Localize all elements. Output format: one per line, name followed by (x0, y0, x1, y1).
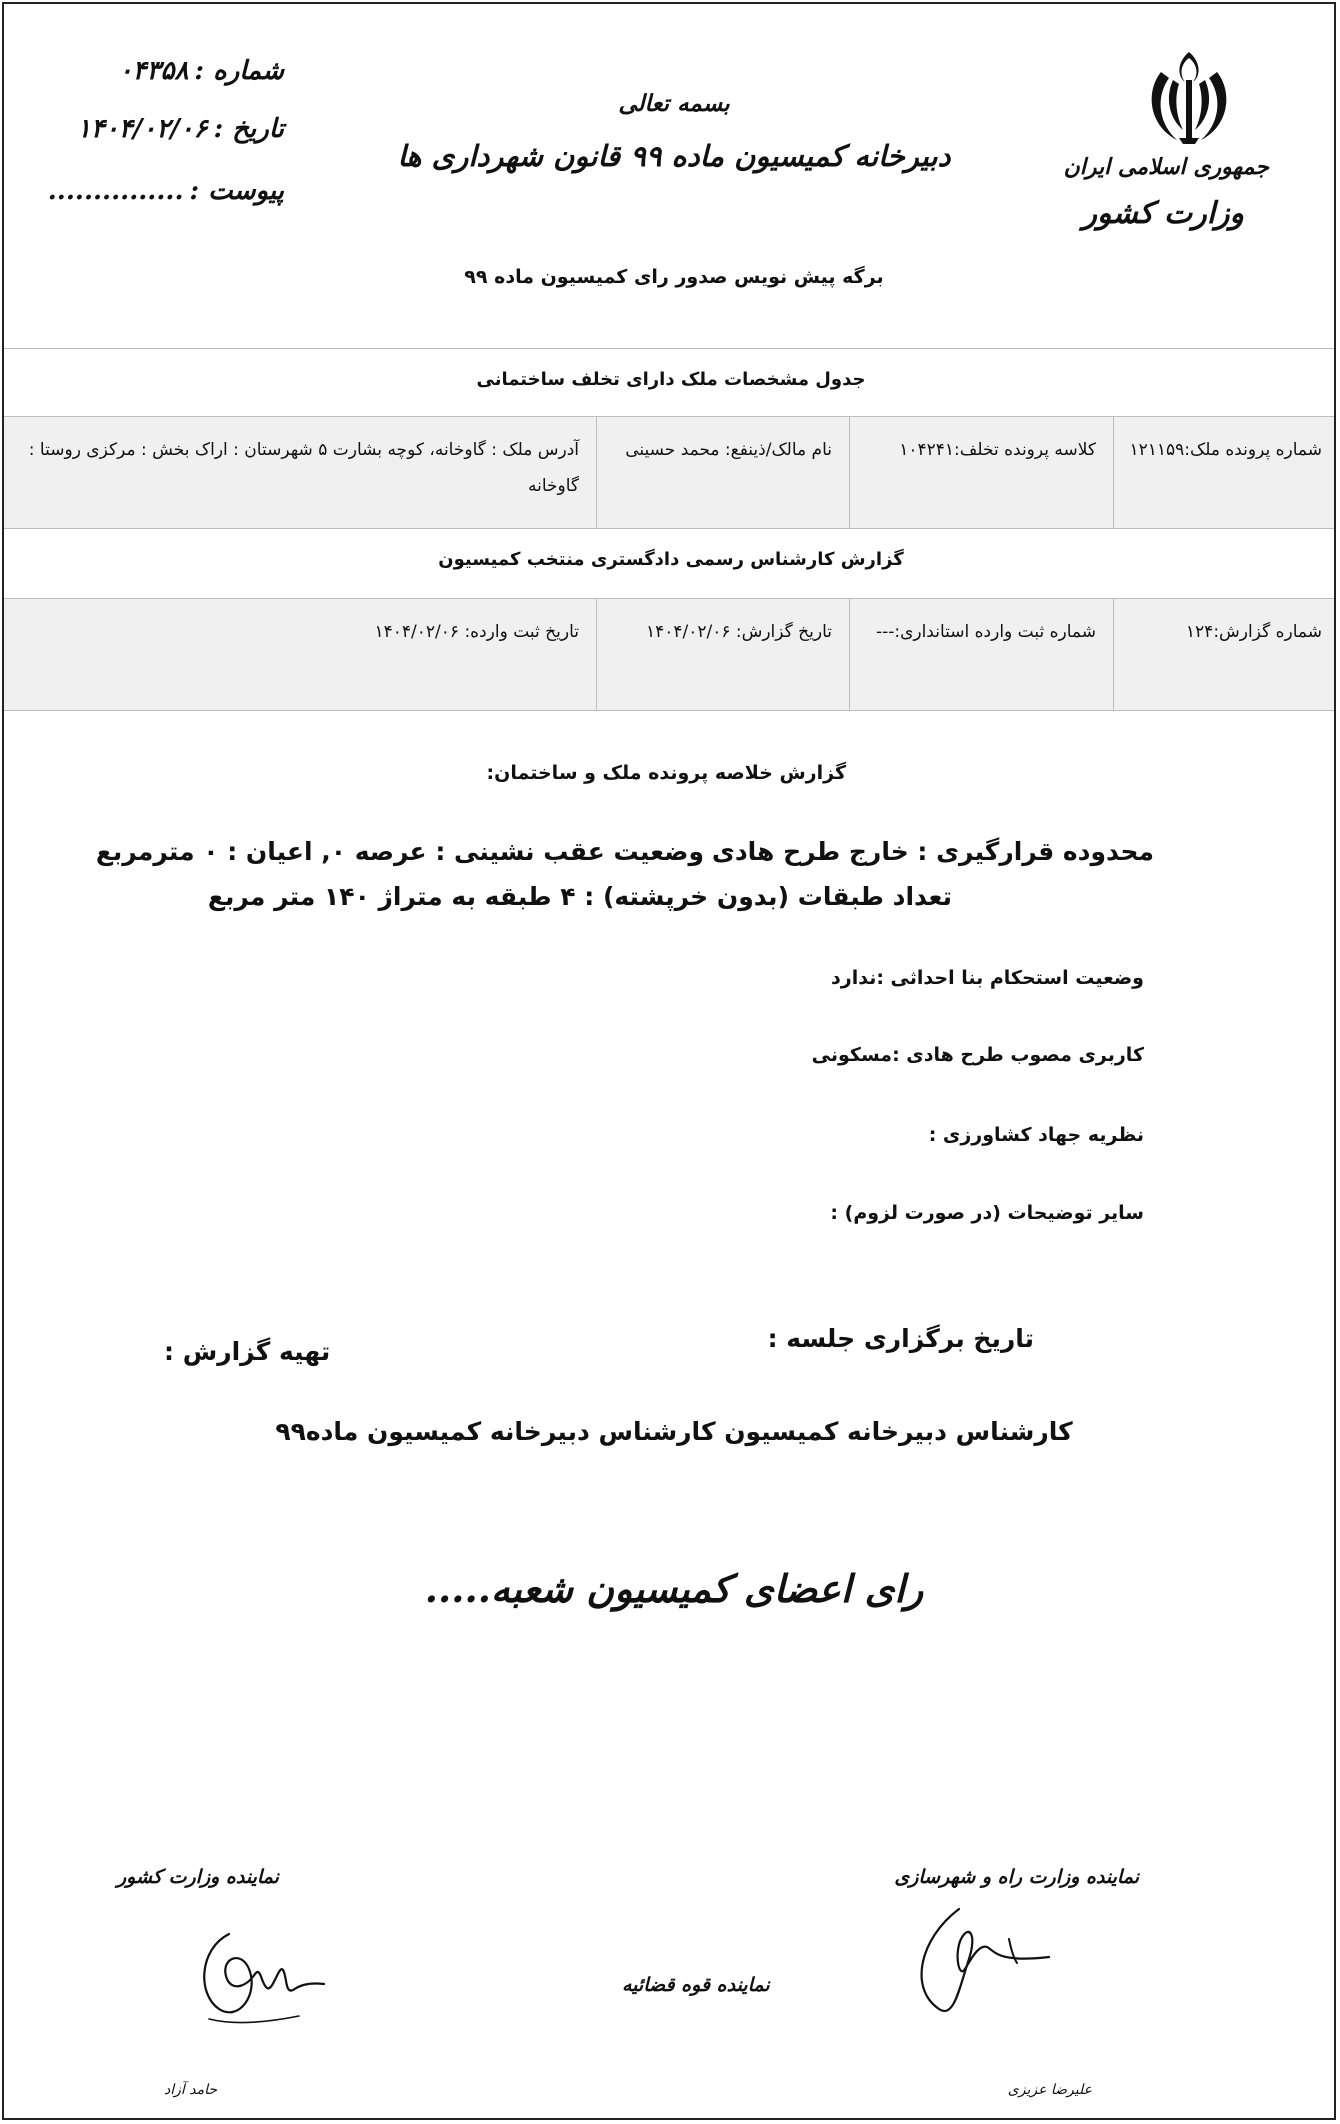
property-table-title: جدول مشخصات ملک دارای تخلف ساختمانی (476, 369, 866, 390)
signature-road-ministry (899, 1899, 1099, 2029)
signer-name-right: علیرضا عزیزی (1007, 2082, 1092, 2098)
prepared-by-label: تهیه گزارش : (164, 1337, 331, 1366)
letter-attachment-label: پیوست : (189, 176, 284, 206)
summary-location: محدوده قرارگیری : خارج طرح هادی (711, 837, 1154, 866)
session-date-label: تاریخ برگزاری جلسه : (767, 1324, 1034, 1353)
letter-number-label: شماره : (194, 56, 284, 86)
letter-date-value: ۱۴۰۴/۰۲/۰۶ (76, 114, 208, 144)
letter-attachment (44, 176, 284, 206)
expert-governorate-entry: شماره ثبت وارده استانداری:--- (875, 622, 1096, 642)
summary-usage: کاربری مصوب طرح هادی :مسکونی (811, 1044, 1144, 1066)
secretariat-experts: کارشناس دبیرخانه کمیسیون کارشناس دبیرخانه کمیسیون ماده۹۹ (275, 1417, 1073, 1446)
property-violation-class: کلاسه پرونده تخلف:۱۰۴۲۴۱ (899, 440, 1096, 460)
property-owner: نام مالک/ذینفع: محمد حسینی (625, 440, 832, 460)
summary-strength: وضعیت استحکام بنا احداثی :ندارد (831, 967, 1144, 989)
basmala: بسمه تعالی (618, 90, 730, 117)
letter-attachment-value: ............... (47, 176, 184, 206)
summary-agriculture: نظریه جهاد کشاورزی : (928, 1124, 1144, 1146)
commission-vote: رای اعضای کمیسیون شعبه..... (424, 1566, 924, 1611)
letter-number (44, 56, 284, 86)
country-name: جمهوری اسلامی ایران (1063, 154, 1269, 180)
letter-date (44, 114, 284, 144)
summary-label: گزارش خلاصه پرونده ملک و ساختمان: (486, 762, 846, 784)
table-divider (4, 348, 1334, 349)
document-page (2, 2, 1336, 2120)
signature-interior-ministry (189, 1924, 334, 2034)
summary-setback: وضعیت عقب نشینی : عرصه ۰, اعیان : ۰ مترمربع (95, 837, 704, 866)
property-address: آدرس ملک : گاوخانه، کوچه بشارت ۵ شهرستان : اراک بخش : مرکزی روستا : گاوخانه (28, 440, 579, 496)
judiciary-representative: نماینده قوه قضائیه (622, 1974, 770, 1996)
expert-table-title: گزارش کارشناس رسمی دادگستری منتخب کمیسیون (438, 549, 904, 570)
road-ministry-representative: نماینده وزارت راه و شهرسازی (894, 1866, 1139, 1888)
expert-report-number: شماره گزارش:۱۲۴ (1185, 622, 1322, 642)
expert-entry-date: تاریخ ثبت وارده: ۱۴۰۴/۰۲/۰۶ (374, 622, 579, 642)
letter-date-label: تاریخ : (213, 114, 284, 144)
signer-name-left: حامد آزاد (164, 2082, 217, 2098)
form-title: برگه پیش نویس صدور رای کمیسیون ماده ۹۹ (464, 266, 884, 288)
table-divider (4, 710, 1334, 711)
property-file-number: شماره پرونده ملک:۱۲۱۱۵۹ (1129, 440, 1322, 460)
summary-floors: تعداد طبقات (بدون خرپشته) : ۴ طبقه به متراژ ۱۴۰ متر مربع (207, 882, 952, 911)
ministry-name: وزارت کشور (1082, 196, 1244, 231)
table-divider (4, 528, 1334, 529)
interior-ministry-representative: نماینده وزارت کشور (117, 1866, 279, 1888)
summary-other: سایر توضیحات (در صورت لزوم) : (830, 1202, 1144, 1224)
letter-number-value: ۰۴۳۵۸ (118, 56, 189, 86)
expert-report-date: تاریخ گزارش: ۱۴۰۴/۰۲/۰۶ (645, 622, 832, 642)
secretariat-title: دبیرخانه کمیسیون ماده ۹۹ قانون شهرداری ها (397, 139, 951, 173)
